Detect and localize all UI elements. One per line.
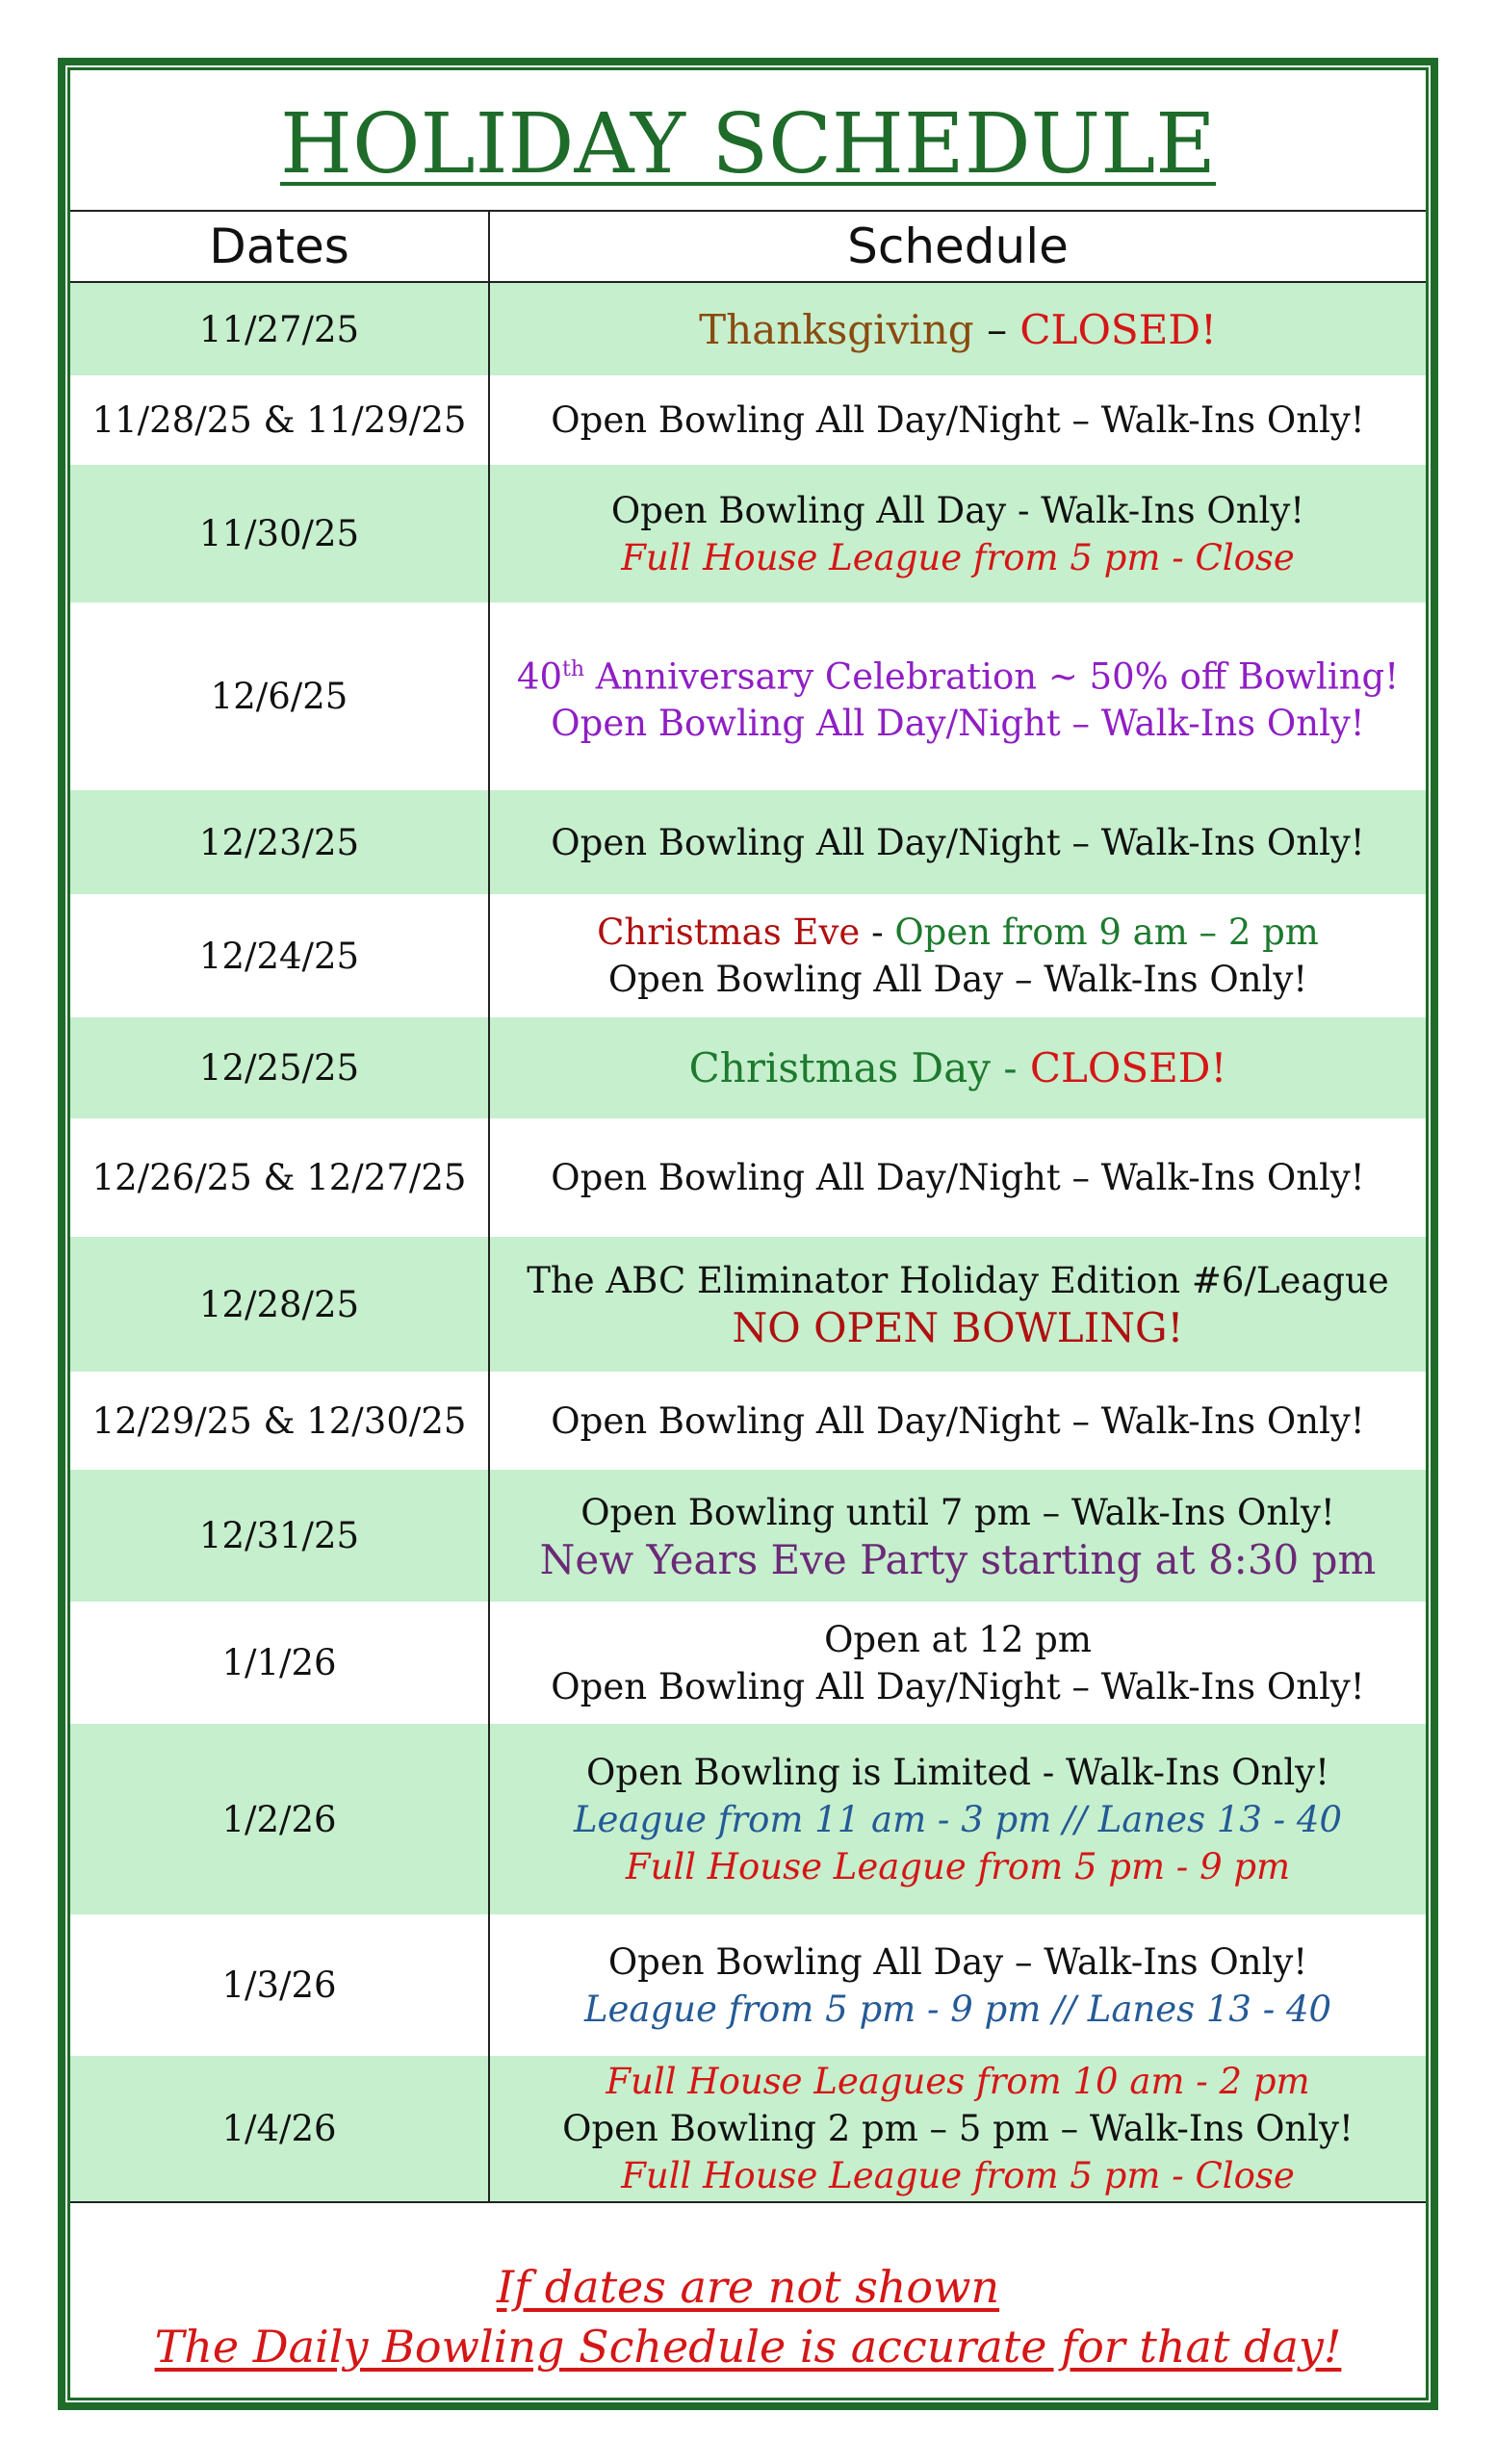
table-header-row bbox=[70, 211, 1426, 282]
row-schedule bbox=[489, 1372, 1426, 1470]
row-schedule bbox=[489, 790, 1426, 894]
row-date: 1/4/26 bbox=[70, 2056, 489, 2202]
anniversary-line: Anniversary Celebration ~ 50% off Bowling! bbox=[595, 655, 1400, 698]
row-schedule bbox=[489, 894, 1426, 1017]
footer-note bbox=[70, 2257, 1426, 2376]
closed-label: CLOSED! bbox=[1019, 305, 1217, 353]
league-line: Full House League from 5 pm - 9 pm bbox=[625, 1845, 1291, 1887]
row-date: 1/2/26 bbox=[70, 1724, 489, 1914]
footer-line-2: The Daily Bowling Schedule is accurate for that day! bbox=[154, 2321, 1342, 2373]
row-date: 12/6/25 bbox=[70, 603, 489, 790]
row-date: 1/1/26 bbox=[70, 1602, 489, 1724]
row-date: 11/28/25 & 11/29/25 bbox=[70, 375, 489, 465]
table-row bbox=[70, 1724, 1426, 1914]
dash: - bbox=[871, 911, 884, 953]
row-schedule bbox=[489, 282, 1426, 375]
schedule-line: Open Bowling All Day/Night – Walk-Ins Only! bbox=[551, 1665, 1365, 1707]
row-schedule bbox=[489, 465, 1426, 603]
table-row bbox=[70, 375, 1426, 465]
row-schedule bbox=[489, 1237, 1426, 1372]
table-row bbox=[70, 1602, 1426, 1724]
table-row bbox=[70, 1372, 1426, 1470]
schedule-line: Open Bowling All Day/Night – Walk-Ins Only! bbox=[551, 821, 1365, 863]
row-date: 12/29/25 & 12/30/25 bbox=[70, 1372, 489, 1470]
row-date: 1/3/26 bbox=[70, 1914, 489, 2056]
dash: – bbox=[987, 305, 1008, 353]
new-years-eve-line: New Years Eve Party starting at 8:30 pm bbox=[539, 1535, 1377, 1583]
table-row bbox=[70, 894, 1426, 1017]
table-row bbox=[70, 282, 1426, 375]
row-date: 11/27/25 bbox=[70, 282, 489, 375]
schedule-line: Open Bowling is Limited - Walk-Ins Only! bbox=[586, 1751, 1329, 1793]
christmas-day-label: Christmas Day - bbox=[688, 1044, 1018, 1091]
table-row bbox=[70, 1470, 1426, 1602]
schedule-line: Open Bowling All Day – Walk-Ins Only! bbox=[607, 959, 1308, 1000]
footer-line-1: If dates are not shown bbox=[496, 2261, 1000, 2313]
row-date: 11/30/25 bbox=[70, 465, 489, 603]
row-schedule bbox=[489, 1914, 1426, 2056]
schedule-line: Open Bowling until 7 pm – Walk-Ins Only! bbox=[580, 1491, 1335, 1533]
row-date: 12/25/25 bbox=[70, 1017, 489, 1118]
closed-label: CLOSED! bbox=[1029, 1044, 1227, 1091]
schedule-line: Open Bowling All Day – Walk-Ins Only! bbox=[607, 1940, 1308, 1983]
league-line: Full House League from 5 pm - Close bbox=[621, 536, 1295, 578]
row-date: 12/31/25 bbox=[70, 1470, 489, 1602]
league-line: League from 11 am - 3 pm // Lanes 13 - 40 bbox=[573, 1798, 1343, 1840]
page-title: HOLIDAY SCHEDULE bbox=[279, 96, 1217, 192]
row-schedule bbox=[489, 1118, 1426, 1237]
table-row bbox=[70, 603, 1426, 790]
table-row bbox=[70, 790, 1426, 894]
table-row bbox=[70, 1237, 1426, 1372]
dates-header: Dates bbox=[70, 211, 489, 282]
schedule-line: Open Bowling All Day/Night – Walk-Ins Only! bbox=[551, 703, 1365, 745]
row-schedule bbox=[489, 2056, 1426, 2202]
schedule-table bbox=[70, 210, 1426, 2203]
league-line: League from 5 pm - 9 pm // Lanes 13 - 40 bbox=[583, 1988, 1332, 2030]
schedule-line: Open Bowling 2 pm – 5 pm – Walk-Ins Only! bbox=[562, 2108, 1354, 2149]
table-row bbox=[70, 2056, 1426, 2202]
schedule-line: Open at 12 pm bbox=[824, 1618, 1092, 1660]
row-schedule bbox=[489, 1470, 1426, 1602]
anniversary-number: 40 bbox=[516, 655, 562, 698]
schedule-line: The ABC Eliminator Holiday Edition #6/League bbox=[527, 1260, 1389, 1301]
hours-label: Open from 9 am – 2 pm bbox=[894, 911, 1319, 953]
schedule-line: Open Bowling All Day/Night – Walk-Ins Only! bbox=[551, 399, 1365, 441]
row-date: 12/24/25 bbox=[70, 894, 489, 1017]
schedule-line: Open Bowling All Day/Night – Walk-Ins Only! bbox=[551, 1399, 1365, 1442]
thanksgiving-label: Thanksgiving bbox=[699, 305, 974, 353]
row-schedule bbox=[489, 1724, 1426, 1914]
row-schedule bbox=[489, 375, 1426, 465]
table-row bbox=[70, 1017, 1426, 1118]
row-schedule bbox=[489, 1017, 1426, 1118]
no-open-bowling-label: NO OPEN BOWLING! bbox=[732, 1304, 1184, 1351]
christmas-eve-label: Christmas Eve bbox=[597, 911, 861, 953]
table-row bbox=[70, 1914, 1426, 2056]
schedule-line: Open Bowling All Day/Night – Walk-Ins Only! bbox=[551, 1157, 1365, 1198]
row-schedule bbox=[489, 603, 1426, 790]
row-date: 12/23/25 bbox=[70, 790, 489, 894]
league-line: Full House League from 5 pm - Close bbox=[621, 2155, 1295, 2196]
table-row bbox=[70, 1118, 1426, 1237]
table-row bbox=[70, 465, 1426, 603]
row-schedule bbox=[489, 1602, 1426, 1724]
league-line: Full House Leagues from 10 am - 2 pm bbox=[606, 2061, 1310, 2102]
schedule-line: Open Bowling All Day - Walk-Ins Only! bbox=[610, 489, 1305, 531]
ordinal-suffix: th bbox=[562, 656, 585, 681]
schedule-header: Schedule bbox=[489, 211, 1426, 282]
row-date: 12/28/25 bbox=[70, 1237, 489, 1372]
row-date: 12/26/25 & 12/27/25 bbox=[70, 1118, 489, 1237]
